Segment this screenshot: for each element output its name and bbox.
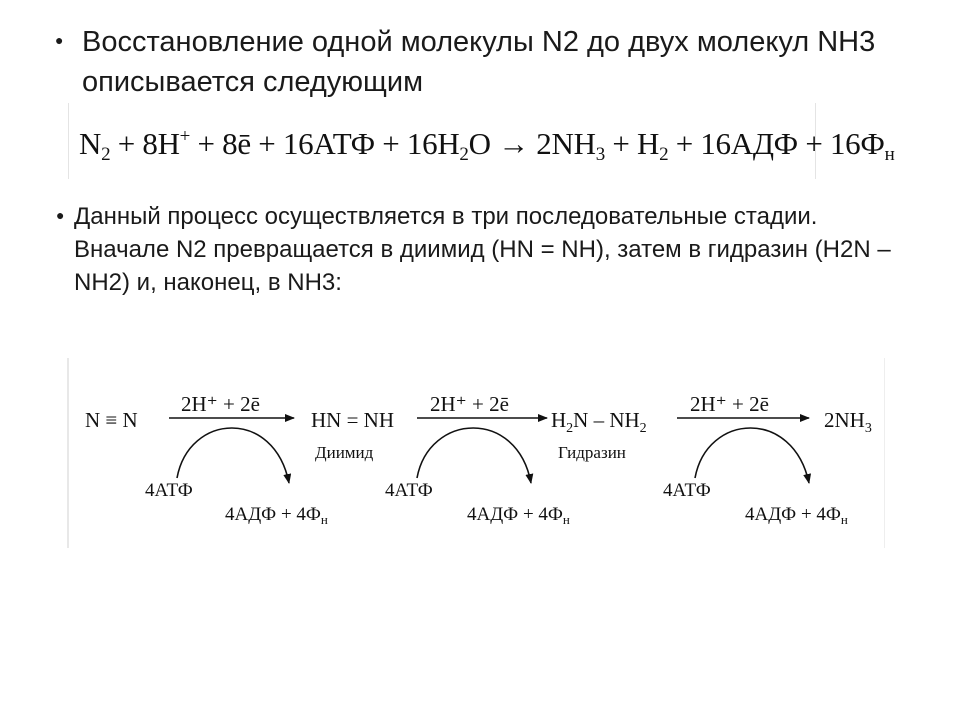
step3-curved-arrow bbox=[695, 428, 809, 483]
eq-electron-coef: + 8 bbox=[190, 126, 238, 161]
step2-reagent: 2H⁺ + 2ē bbox=[430, 392, 509, 416]
eq-h2-sub: 2 bbox=[659, 144, 669, 165]
final-nh: 2NH bbox=[824, 408, 865, 432]
eq-h2o-sub: 2 bbox=[459, 144, 469, 165]
step1-curved-arrow bbox=[177, 428, 289, 483]
bullet-icon: ● bbox=[56, 207, 65, 223]
step3-atp: 4АТФ bbox=[663, 480, 711, 501]
step3-products-text: 4АДФ + 4Ф bbox=[745, 504, 841, 525]
final-sub: 3 bbox=[864, 421, 872, 436]
eq-h2: + H bbox=[604, 126, 660, 161]
eq-adp-phi: + 16АДФ + 16Ф bbox=[668, 126, 885, 161]
start-n2: N ≡ N bbox=[85, 408, 138, 432]
bullet-icon: ● bbox=[55, 32, 64, 48]
step1-products-text: 4АДФ + 4Ф bbox=[225, 504, 321, 525]
reaction-scheme-image bbox=[67, 358, 885, 548]
step3-phi-sub: н bbox=[840, 512, 848, 527]
paragraph-reduction-intro: Восстановление одной молекулы N2 до двух молекул NH3 описывается следующим bbox=[82, 26, 876, 98]
eq-h-charge: + bbox=[179, 126, 191, 147]
step2-products bbox=[467, 504, 570, 527]
hydrazine-name: Гидразин bbox=[558, 443, 626, 462]
hydrazine-mid: N – NH bbox=[573, 408, 640, 432]
eq-nh3-sub: 3 bbox=[595, 144, 605, 165]
eq-h-term: + 8H bbox=[110, 126, 180, 161]
eq-electron: ē bbox=[237, 126, 251, 161]
diimide-formula: HN = NH bbox=[311, 408, 395, 432]
paragraph-three-stages: Данный процесс осуществляется в три последовательные стадии. Вначале N2 превращается в диимид (HN = NH), затем в гидразин (H2N – NH2) и, наконец, в NH3: bbox=[74, 203, 891, 296]
eq-n2: N bbox=[79, 126, 102, 161]
step1-reagent: 2H⁺ + 2ē bbox=[181, 392, 260, 416]
step3-reagent: 2H⁺ + 2ē bbox=[690, 392, 769, 416]
step1-products bbox=[225, 504, 328, 527]
step1-phi-sub: н bbox=[320, 512, 328, 527]
final-ammonia bbox=[824, 408, 872, 436]
step3-products bbox=[745, 504, 848, 527]
overall-equation bbox=[79, 117, 894, 175]
eq-n2-sub: 2 bbox=[101, 144, 111, 165]
eq-atp-water: + 16АТФ + 16H bbox=[250, 126, 460, 161]
reaction-scheme bbox=[69, 358, 887, 548]
eq-phi-sub: н bbox=[884, 144, 895, 165]
step1-atp: 4АТФ bbox=[145, 480, 193, 501]
hydrazine-sub1: 2 bbox=[566, 421, 574, 436]
eq-arrow-nh3: O → 2NH bbox=[468, 126, 596, 161]
hydrazine-sub2: 2 bbox=[639, 421, 647, 436]
step2-atp: 4АТФ bbox=[385, 480, 433, 501]
step2-phi-sub: н bbox=[562, 512, 570, 527]
diimide-name: Диимид bbox=[315, 443, 374, 462]
hydrazine-h: H bbox=[551, 408, 567, 432]
step2-products-text: 4АДФ + 4Ф bbox=[467, 504, 563, 525]
equation-image bbox=[68, 103, 895, 179]
step2-curved-arrow bbox=[417, 428, 531, 483]
hydrazine-formula bbox=[551, 408, 647, 436]
